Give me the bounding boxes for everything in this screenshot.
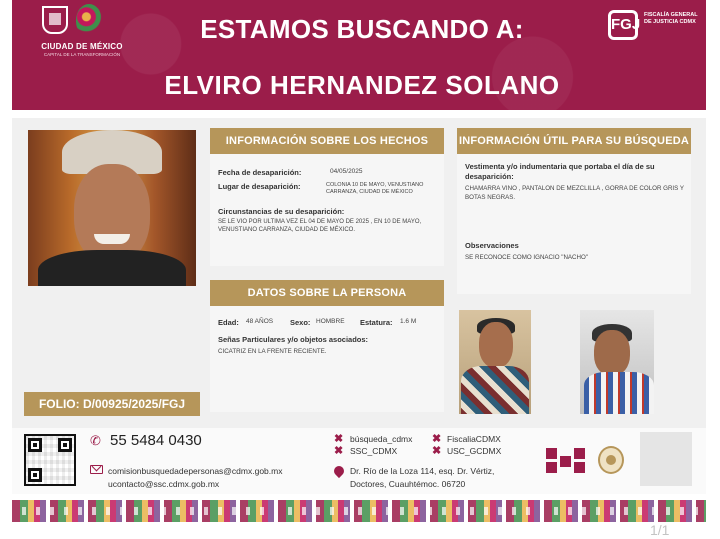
lugar-value: COLONIA 10 DE MAYO, VENUSTIANO CARRANZA, CIUDAD DE MÉXICO bbox=[326, 182, 424, 195]
social-usc[interactable]: USC_GCDMX bbox=[447, 446, 502, 456]
sexo-value: HOMBRE bbox=[316, 318, 345, 325]
fecha-label: Fecha de desaparición: bbox=[218, 168, 302, 177]
lugar-label: Lugar de desaparición: bbox=[218, 182, 301, 191]
page-title: ESTAMOS BUSCANDO A: bbox=[200, 14, 524, 44]
social-fiscalia[interactable]: FiscaliaCDMX bbox=[447, 434, 501, 444]
decorative-band bbox=[12, 500, 706, 522]
x-icon: ✖ bbox=[432, 433, 442, 445]
senas-label: Señas Particulares y/o objetos asociados: bbox=[218, 335, 369, 344]
cdmx-name: CIUDAD DE MÉXICO bbox=[41, 42, 123, 51]
email-link-2[interactable]: ucontacto@ssc.cdmx.gob.mx bbox=[108, 479, 220, 489]
qr-code[interactable] bbox=[24, 434, 76, 486]
photo-secondary-1 bbox=[459, 310, 531, 414]
address-line-1: Dr. Río de la Loza 114, esq. Dr. Vértiz, bbox=[350, 466, 495, 476]
phone-number[interactable]: 55 5484 0430 bbox=[110, 432, 202, 449]
x-icon: ✖ bbox=[334, 445, 344, 457]
blank-box bbox=[640, 432, 692, 486]
observaciones-value: SE RECONOCE COMO IGNACIO "NACHO" bbox=[465, 254, 588, 261]
vestimenta-label: Vestimenta y/o indumentaria que portaba el día de su desaparición: bbox=[465, 162, 655, 181]
social-ssc[interactable]: SSC_CDMX bbox=[350, 446, 398, 456]
cdmx-shield-icon bbox=[42, 6, 68, 34]
sexo-label: Sexo: bbox=[290, 318, 311, 327]
page-count: 1/1 bbox=[650, 522, 670, 538]
fgj-text: FISCALÍA GENERAL DE JUSTICIA CDMX bbox=[644, 12, 698, 25]
estatura-value: 1.6 M bbox=[400, 318, 417, 325]
hechos-title: INFORMACIÓN SOBRE LOS HECHOS bbox=[210, 128, 444, 154]
person-name: ELVIRO HERNANDEZ SOLANO bbox=[164, 70, 560, 100]
util-title: INFORMACIÓN ÚTIL PARA SU BÚSQUEDA bbox=[457, 128, 691, 154]
photo-secondary-2 bbox=[580, 310, 654, 414]
edad-label: Edad: bbox=[218, 318, 239, 327]
observaciones-label: Observaciones bbox=[465, 241, 519, 250]
senas-value: CICATRIZ EN LA FRENTE RECIENTE. bbox=[218, 348, 327, 355]
cdmx-logo bbox=[32, 4, 122, 60]
ccc-logo bbox=[546, 448, 586, 474]
x-icon: ✖ bbox=[432, 445, 442, 457]
edad-value: 48 AÑOS bbox=[246, 318, 274, 325]
seal-logo bbox=[598, 446, 624, 474]
main-photo bbox=[28, 130, 196, 286]
folio-label: FOLIO: D/00925/2025/FGJ bbox=[24, 392, 200, 416]
fgj-logo bbox=[608, 8, 698, 48]
estatura-label: Estatura: bbox=[360, 318, 393, 327]
vestimenta-value: CHAMARRA VINO , PANTALON DE MEZCLILLA , GORRA DE COLOR GRIS Y BOTAS NEGRAS. bbox=[465, 185, 684, 201]
circunstancias-value: SE LE VIO POR ULTIMA VEZ EL 04 DE MAYO DE 2025 , EN 10 DE MAYO, VENUSTIANO CARRANZA, CIUDAD DE MÉXICO. bbox=[218, 219, 422, 233]
fecha-value: 04/05/2025 bbox=[330, 168, 363, 175]
fgj-mark: FGJ bbox=[608, 10, 638, 40]
social-busqueda[interactable]: búsqueda_cdmx bbox=[350, 434, 413, 444]
circunstancias-label: Circunstancias de su desaparición: bbox=[218, 207, 345, 216]
mail-icon bbox=[90, 465, 103, 474]
phone-icon: ✆ bbox=[90, 433, 101, 448]
cdmx-subtitle: CAPITAL DE LA TRANSFORMACIÓN bbox=[43, 52, 121, 57]
address-line-2: Doctores, Cuauhtémoc. 06720 bbox=[350, 479, 466, 489]
persona-title: DATOS SOBRE LA PERSONA bbox=[210, 280, 444, 306]
x-icon: ✖ bbox=[334, 433, 344, 445]
email-link-1[interactable]: comisionbusquedadepersonas@cdmx.gob.mx bbox=[108, 466, 283, 476]
header-banner bbox=[12, 0, 706, 110]
cdmx-flower-icon bbox=[76, 4, 102, 36]
